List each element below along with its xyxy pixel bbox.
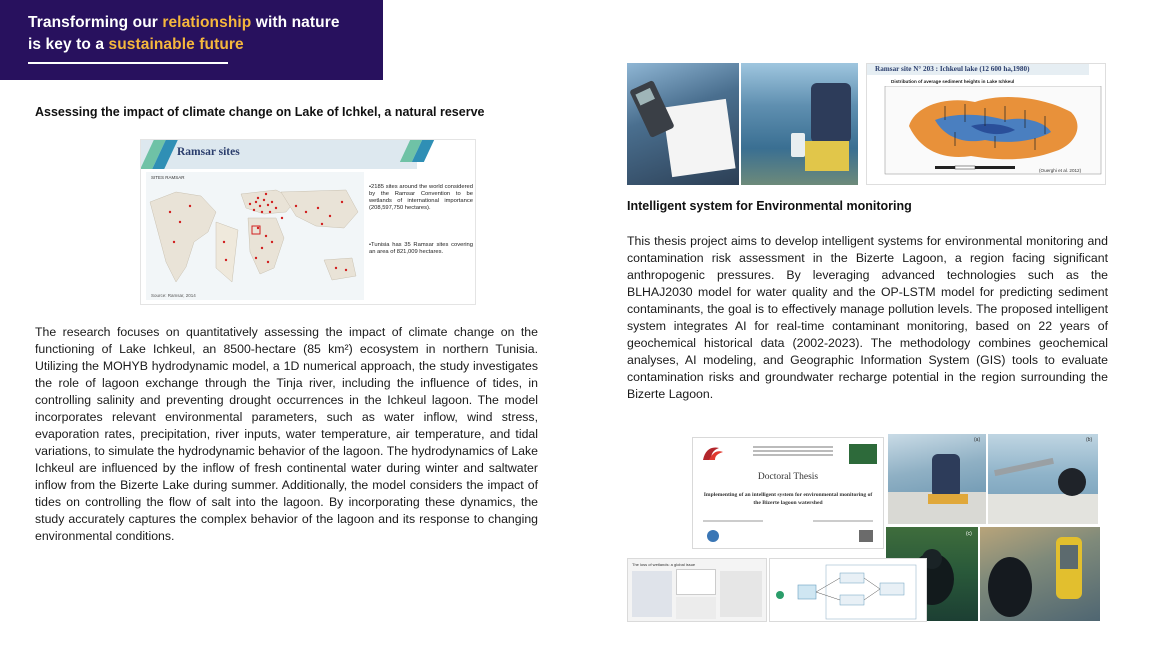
- right-paragraph: This thesis project aims to develop intelligent systems for environmental monitoring and contamination risk assessment in the Bizerte Lagoon, a region facing significant anthropogenic pressures. By leveraging advanced technologies such as the BLHAJ2030 model for water quality and the OP-LSTM model for predicting sediment contaminants, the goal is to effectively manage pollution levels. The proposed intelligent system integrates AI for real-time contaminant monitoring, based on 22 years of geochemical historical data (2002-2023). The methodology combines geochemical analyses, AI modeling, and Geographic Information System (GIS) tools to evaluate contamination risks and groundwater recharge potential in the region surrounding the Bizerte Lagoon.: [627, 234, 1108, 401]
- banner-highlight-relationship: relationship: [162, 14, 252, 31]
- ichkeul-lake-map: [875, 86, 1103, 178]
- banner-highlight-sustainable: sustainable future: [108, 36, 244, 53]
- water-sampling-photo: [741, 63, 858, 185]
- world-map-image: [146, 172, 364, 300]
- wetlands-document-thumbnail: [627, 558, 767, 622]
- partner-logo-icon: [707, 530, 719, 542]
- diver-gps-photo: [980, 527, 1100, 621]
- ramsar-source: Source: Ramsar, 2014: [151, 293, 196, 298]
- ramsar-sites-figure: [140, 139, 476, 305]
- left-section-heading: Assessing the impact of climate change on Lake of Ichkel, a natural reserve: [35, 105, 485, 119]
- thesis-subtitle: Implementing of an intelligent system for environmental monitoring of the Bizerte lagoon watershed: [703, 492, 873, 506]
- ichkeul-sediment-figure: [866, 63, 1106, 185]
- ichkeul-figure-title: Ramsar site N° 203 : Ichkeul lake (12 600 ha,1980): [875, 65, 1030, 73]
- field-measurement-photo: [627, 63, 739, 185]
- sediment-corer-photo: [988, 434, 1098, 524]
- university-logo-icon: [699, 442, 725, 464]
- thesis-title: Doctoral Thesis: [757, 472, 819, 482]
- institution-logo-icon: [849, 444, 877, 464]
- partner-logo-icon: [859, 530, 873, 542]
- photo-label-c: (c): [966, 531, 972, 537]
- lagoon-boat-photo: [888, 434, 986, 524]
- ichkeul-citation: (Ouerghi et al. 2012): [1039, 168, 1082, 173]
- photo-label-b: (b): [1086, 437, 1093, 443]
- ramsar-note-world: •2185 sites around the world considered by the Ramsar Convention to be wetlands of international importance (208,597,750 hectares).: [369, 184, 473, 211]
- banner-line-2: is key to a sustainable future: [28, 36, 244, 53]
- doctoral-thesis-card: [692, 437, 884, 549]
- right-section-heading: Intelligent system for Environmental monitoring: [627, 199, 912, 213]
- banner-underline: [28, 62, 228, 64]
- ramsar-figure-title: Ramsar sites: [177, 146, 240, 158]
- ramsar-map-label: SITES RAMSAR: [151, 175, 185, 180]
- ichkeul-figure-subtitle: Distribution of average sediment heights in Lake Ichkeul: [891, 79, 1015, 84]
- system-flowchart-thumbnail: [769, 558, 927, 622]
- wetlands-document-title: The loss of wetlands: a global issue: [632, 562, 696, 567]
- ramsar-note-tunisia: •Tunisia has 35 Ramsar sites covering an area of 821,009 hectares.: [369, 242, 473, 255]
- left-paragraph: The research focuses on quantitatively assessing the impact of climate change on the functioning of Lake Ichkeul, an 8500-hectare (85 km²) ecosystem in northern Tunisia. Utilizing the MOHYB hydrodynamic model, a 1D numerical approach, the study investigates the role of lagoon exchange through the Tinja river, including the influence of tides, in controlling salinity and preventing drought occurrences in the Ichkeul lagoon. The model incorporates relevant environmental parameters, such as water inflow, wind stress, evaporation rates, precipitation, river inputs, water temperature, air temperature, and tidal variations, to simulate the hydrodynamic behavior of the lagoon. The hydrodynamics of Lake Ichkeul are influenced by the inflow of fresh continental water during winter and saltwater inflow from the Bizerte Lake during summer. Additionally, the model considers the impact of tides on controlling the flow of salt into the lagoon. By incorporating these dynamics, the study accurately captures the complex behavior of the lagoon and its response to changing environmental conditions.: [35, 325, 538, 543]
- header-banner: [0, 0, 383, 80]
- photo-label-a: (a): [974, 437, 981, 443]
- banner-line-1: Transforming our relationship with nature: [28, 14, 340, 31]
